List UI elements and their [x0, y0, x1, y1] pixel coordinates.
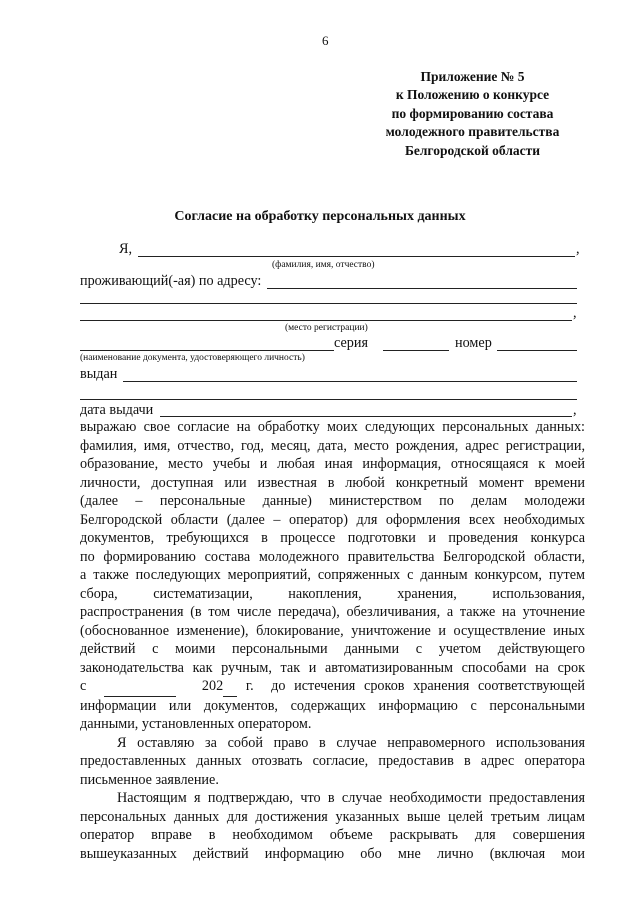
- fio-field[interactable]: [138, 256, 575, 257]
- body-line: информации или документов, содержащих информацию с персональными: [80, 697, 585, 714]
- body-line: образование, место учебы и любая иная информация, относящаяся к моей: [80, 456, 585, 472]
- document-caption: (наименование документа, удостоверяющего личность): [80, 353, 305, 363]
- body-line: вышеуказанных действий информацию обо мне лично (включая мои: [80, 845, 585, 862]
- registration-caption: (место регистрации): [285, 323, 368, 333]
- body-line: (далее – персональные данные) министерством по делам молодежи: [80, 493, 585, 509]
- comma: ,: [573, 402, 577, 418]
- term-year-suffix: г.: [245, 678, 254, 694]
- series-label: серия: [334, 335, 368, 351]
- fio-caption: (фамилия, имя, отчество): [272, 260, 375, 270]
- body-line: документов, требующихся в процессе подготовки и проведения конкурса: [80, 530, 585, 546]
- body-line: Настоящим я подтверждаю, что в случае необходимости предоставления: [117, 790, 585, 806]
- appendix-line: Приложение № 5: [420, 69, 525, 84]
- body-line: действий с моими персональными данными с учетом действующего: [80, 641, 585, 657]
- term-year: 202: [201, 678, 224, 694]
- appendix-line: Белгородской области: [404, 142, 541, 158]
- appendix-line: по формированию состава: [391, 105, 554, 121]
- document-type-field[interactable]: [80, 350, 334, 351]
- term-rest: до истечения сроков хранения соответствующей: [271, 678, 586, 694]
- body-line: (обоснованное изменение), блокирование, уничтожение и осуществление иных: [80, 622, 585, 639]
- term-from-label: с: [80, 678, 87, 694]
- issued-by-field[interactable]: [123, 381, 577, 382]
- issue-date-field[interactable]: [160, 416, 572, 417]
- body-line: письменное заявление.: [80, 771, 219, 788]
- comma: ,: [576, 241, 580, 257]
- document-title: Согласие на обработку персональных данных: [174, 209, 466, 224]
- term-year-field[interactable]: [223, 677, 237, 697]
- issued-label: выдан: [80, 366, 118, 382]
- body-line: личности, доступная или известная в любой конкретный момент времени: [80, 474, 585, 491]
- address-field-line-2[interactable]: [80, 303, 577, 304]
- body-line: законодательства как ручным, так и автоматизированным способами на срок: [80, 659, 585, 676]
- address-field-line-3[interactable]: [80, 320, 572, 321]
- body-line: Я оставляю за собой право в случае неправомерного использования: [117, 734, 585, 751]
- body-line: данными, установленных оператором.: [80, 716, 312, 732]
- body-line: персональных данных для достижения указанных выше целей третьим лицам: [80, 808, 585, 825]
- body-line: по формированию состава молодежного правительства Белгородской области,: [80, 548, 585, 565]
- appendix-line: молодежного правительства: [385, 124, 560, 140]
- body-line: распространения (в том числе передача), обезличивания, а также на уточнение: [80, 604, 585, 620]
- series-field[interactable]: [383, 350, 449, 351]
- body-line: выражаю свое согласие на обработку моих следующих персональных данных:: [80, 419, 585, 435]
- appendix-header: [330, 68, 615, 160]
- page-number: 6: [322, 33, 329, 48]
- address-field[interactable]: [267, 288, 577, 289]
- term-line: [80, 677, 585, 697]
- body-line: а также последующих мероприятий, сопряженных с данным конкурсом, путем: [80, 567, 585, 583]
- issue-date-label: дата выдачи: [80, 402, 154, 418]
- number-label: номер: [455, 335, 492, 351]
- appendix-line: к Положению о конкурсе: [395, 87, 550, 103]
- consent-body: [80, 418, 585, 863]
- issued-by-field-line-2[interactable]: [80, 399, 577, 400]
- number-field[interactable]: [497, 350, 577, 351]
- comma: ,: [573, 305, 577, 321]
- body-line: фамилия, имя, отчество, год, месяц, дата, место рождения, адрес регистрации,: [80, 437, 585, 454]
- i-label: Я,: [119, 241, 133, 257]
- body-line: Белгородской области (далее – оператор) для оформления всех необходимых: [80, 511, 585, 528]
- body-line: сбора, систематизации, накопления, хранения, использования,: [80, 585, 585, 602]
- body-line: предоставленных данных отозвать согласие, предоставив в адрес оператора: [80, 753, 585, 769]
- term-date-field[interactable]: [104, 677, 176, 697]
- address-label: проживающий(-ая) по адресу:: [80, 273, 262, 289]
- body-line: оператор вправе в необходимом объеме раскрывать для совершения: [80, 827, 585, 843]
